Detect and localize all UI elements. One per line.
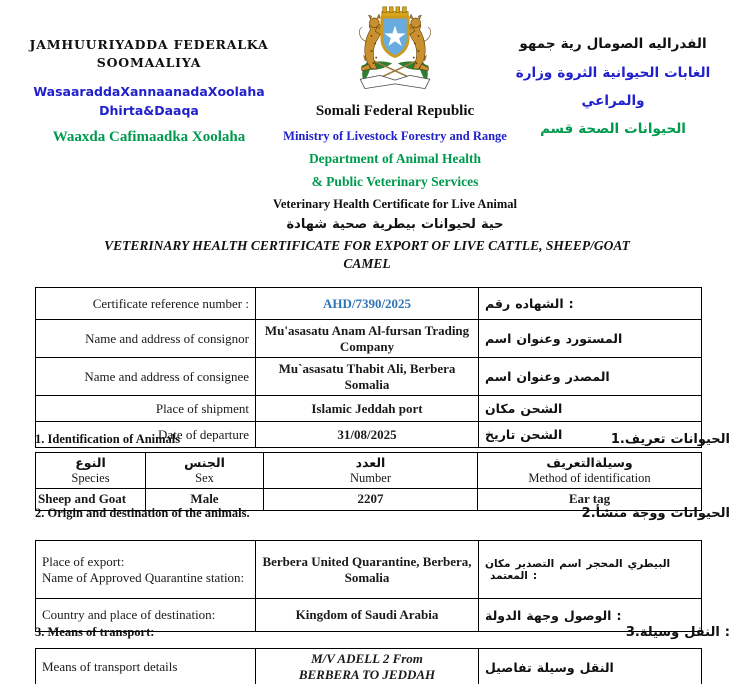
origin-destination-table	[35, 540, 702, 632]
republic-name-somali	[28, 36, 270, 71]
ministry-name-somali	[28, 83, 270, 121]
label-cell: Means of transport details	[36, 649, 256, 684]
department-line2: & Public Veterinary Services	[311, 174, 479, 189]
table-row	[36, 396, 702, 422]
number-header-english: Number	[350, 470, 391, 485]
label-cell: Name and address of consignee	[36, 358, 256, 396]
method-header-arabic: وسيلةالتعريف	[546, 454, 633, 470]
label-cell: Date of departure	[36, 422, 256, 448]
somalia-coat-of-arms-icon	[347, 4, 443, 98]
document-title-line2: CAMEL	[343, 256, 391, 272]
quarantine-station-value: Berbera United Quarantine, Berbera, Somalia	[256, 541, 479, 599]
arabic-label-cell: مكان التصدير اسم المحجر البيطريالمعتمد :	[479, 541, 702, 599]
table-row	[36, 320, 702, 358]
header-left	[28, 36, 270, 146]
method-value: Ear tag	[478, 489, 702, 511]
label-cell	[36, 541, 256, 599]
ministry-name-english: Ministry of Livestock Forestry and Range	[283, 129, 507, 143]
section-heading-transport	[35, 625, 730, 640]
ministry-arabic-line2: والمراعي	[581, 93, 645, 109]
arabic-label-cell: تاريخ الشحن	[479, 422, 702, 448]
number-value: 2207	[264, 489, 478, 511]
arabic-label-cell: اسم وعنوان المستورد	[479, 320, 702, 358]
republic-name-line1: JAMHUURIYADDA FEDERALKA	[29, 37, 269, 52]
table-row	[36, 288, 702, 320]
species-header-arabic: النوع	[75, 454, 106, 470]
label-cell: Certificate reference number :	[36, 288, 256, 320]
sex-header-arabic: الجنس	[184, 454, 225, 470]
republic-name-arabic: جمهو رية الصومال الفدراليه	[519, 36, 707, 52]
shipment-place-value: Islamic Jeddah port	[256, 396, 479, 422]
label-cell: Place of shipment	[36, 396, 256, 422]
certificate-reference-table	[35, 287, 702, 448]
consignee-value: Mu`asasatu Thabit Ali, Berbera Somalia	[256, 358, 479, 396]
departure-date-value: 31/08/2025	[256, 422, 479, 448]
section3-title-english: 3. Means of transport:	[35, 625, 155, 639]
table-row	[36, 541, 702, 599]
label-cell: Name and address of consignor	[36, 320, 256, 358]
vessel-value-line1: M/V ADELL 2 From	[311, 651, 423, 666]
document-title	[0, 237, 734, 273]
document-title-line1: VETERINARY HEALTH CERTIFICATE FOR EXPORT OF LIVE CATTLE, SHEEP/GOAT	[104, 238, 630, 253]
country-name: Somali Federal Republic	[315, 103, 475, 119]
transport-table	[35, 648, 702, 684]
species-header-english: Species	[71, 470, 110, 485]
sex-header-english: Sex	[195, 470, 214, 485]
certificate-subtitle-arabic: شهادة صحية بيطرية لحيوانات حية	[286, 217, 504, 232]
section3-title-arabic: 3.وسيلة النقل :	[625, 625, 730, 640]
department-name-somali: Waaxda Cafimaadka Xoolaha	[52, 128, 246, 145]
table-header-row	[36, 453, 702, 489]
destination-value: Kingdom of Saudi Arabia	[256, 599, 479, 632]
export-place-label-line1: Place of export:	[42, 553, 125, 569]
arabic-label-cell: الدولة وجهة الوصول :	[479, 599, 702, 632]
republic-name-line2: SOOMAALIYA	[96, 54, 202, 70]
header-right	[497, 36, 729, 137]
sex-value: Male	[146, 489, 264, 511]
method-header-english: Method of identification	[528, 470, 651, 485]
ministry-somali-line1: WasaaraddaXannaanadaXoolaha	[33, 84, 265, 99]
number-header-arabic: العدد	[355, 454, 386, 470]
table-row	[36, 649, 702, 684]
vessel-value-line2: BERBERA TO JEDDAH	[298, 667, 436, 682]
number-header-cell	[264, 453, 478, 489]
vessel-value	[256, 649, 479, 684]
section-heading-origin-destination	[35, 506, 730, 521]
sex-header-cell	[146, 453, 264, 489]
arabic-label-cell: رقم الشهاده :	[479, 288, 702, 320]
department-line1: Department of Animal Health	[308, 151, 482, 166]
section1-title-english: 1. Identification of Animals	[35, 432, 181, 446]
consignor-value: Mu'asasatu Anam Al-fursan Trading Company	[256, 320, 479, 358]
export-place-label-line2: Name of Approved Quarantine station:	[42, 569, 245, 585]
arabic-label-cell: اسم وعنوان المصدر	[479, 358, 702, 396]
certificate-subtitle-english: Veterinary Health Certificate for Live Animal	[272, 197, 518, 211]
ministry-somali-line2: Dhirta&Daaqa	[99, 102, 199, 118]
header-center	[255, 4, 535, 232]
ministry-arabic-line1: وزارة الثروة الحيوانية الغابات	[515, 65, 711, 81]
certificate-number-value: AHD/7390/2025	[256, 288, 479, 320]
department-arabic: قسم الصحة الحيوانات	[540, 121, 686, 137]
section-heading-identification	[35, 432, 730, 447]
section2-title-english: 2. Origin and destination of the animals.	[35, 506, 250, 520]
arabic-label-cell: تفاصيل وسيلة النقل	[479, 649, 702, 684]
section1-title-arabic: 1.تعريف الحيوانات	[610, 432, 730, 447]
section2-title-arabic: 2.منشأ ووجة الحيوانات	[581, 506, 730, 521]
method-header-cell	[478, 453, 702, 489]
table-row	[36, 358, 702, 396]
species-header-cell	[36, 453, 146, 489]
species-value: Sheep and Goat	[36, 489, 146, 511]
animals-identification-table	[35, 452, 702, 511]
label-cell: Country and place of destination:	[36, 599, 256, 632]
arabic-label-cell: مكان الشحن	[479, 396, 702, 422]
